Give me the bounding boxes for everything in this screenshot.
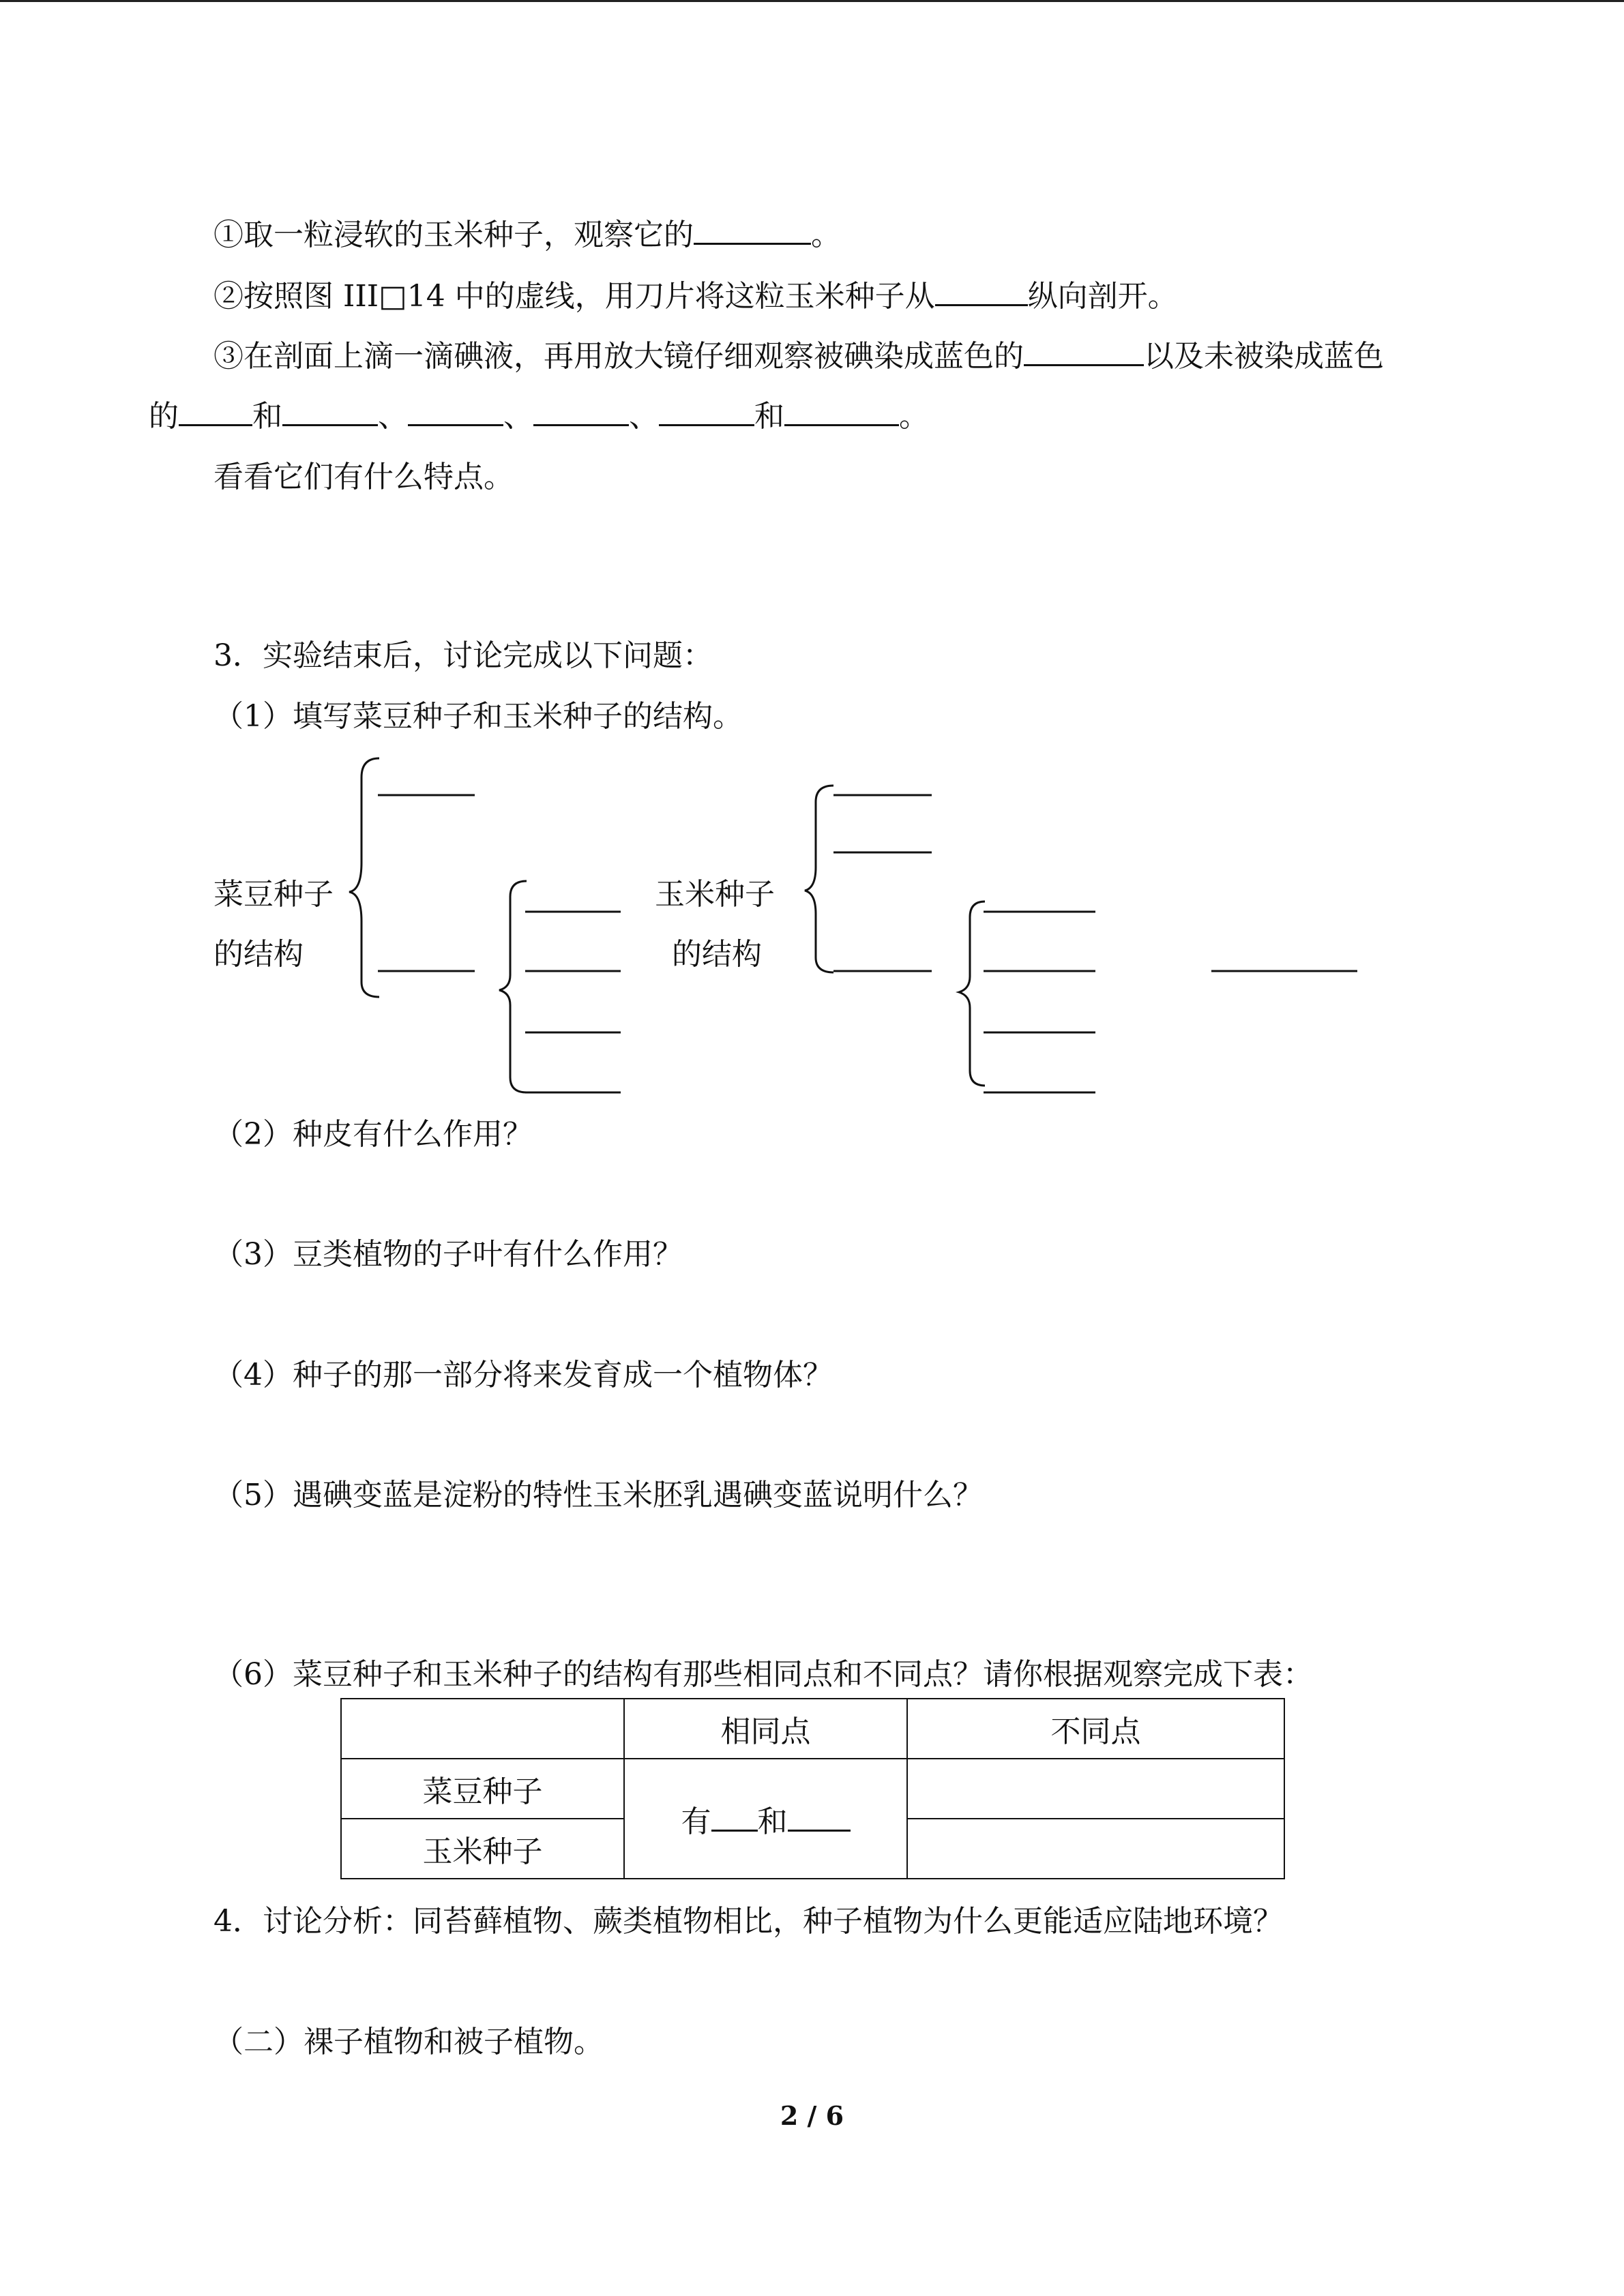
diff-cell-corn[interactable] — [907, 1819, 1284, 1879]
bean-brace — [349, 758, 379, 997]
table-header-blank — [341, 1699, 624, 1759]
question-2: （2）种皮有什么作用？ — [213, 1117, 533, 1152]
corn-sub-brace — [959, 901, 985, 1086]
bean-sub-brace — [499, 881, 527, 1092]
diff-cell-bean[interactable] — [907, 1759, 1284, 1819]
table-row — [341, 1759, 1284, 1819]
question-6: （6）菜豆种子和玉米种子的结构有那些相同点和不同点？请你根据观察完成下表： — [213, 1657, 1313, 1692]
bean-structure-label: 菜豆种子 — [213, 877, 334, 912]
corn-structure-label: 玉米种子 — [655, 877, 775, 912]
section-4: 4．讨论分析：同苔藓植物、蕨类植物相比，种子植物为什么更能适应陆地环境？ — [213, 1904, 1283, 1939]
question-4: （4）种子的那一部分将来发育成一个植物体？ — [213, 1358, 833, 1392]
step-2: ②按照图 III□14 中的虚线，用刀片将这粒玉米种子从 纵向剖开。 — [213, 279, 1178, 314]
question-3: （3）豆类植物的子叶有什么作用？ — [213, 1237, 683, 1272]
same-points-cell: 有 和 — [624, 1759, 907, 1879]
column-header-same: 相同点 — [624, 1699, 907, 1759]
step-1: ①取一粒浸软的玉米种子，观察它的 。 — [213, 218, 841, 252]
section-two-heading: （二）裸子植物和被子植物。 — [213, 2025, 604, 2059]
column-header-diff: 不同点 — [907, 1699, 1284, 1759]
table-row — [341, 1699, 1284, 1759]
row-label-bean: 菜豆种子 — [341, 1759, 624, 1819]
page-number: 2 / 6 — [780, 2100, 844, 2131]
row-label-corn: 玉米种子 — [341, 1819, 624, 1879]
comparison-table — [340, 1698, 1285, 1879]
corn-structure-label: 的结构 — [672, 937, 762, 972]
bean-structure-label: 的结构 — [213, 937, 304, 972]
question-1: （1）填写菜豆种子和玉米种子的结构。 — [213, 699, 743, 734]
step-4: 看看它们有什么特点。 — [213, 460, 514, 494]
blank-field[interactable] — [788, 1825, 851, 1832]
corn-brace — [805, 786, 833, 972]
blank-field[interactable] — [711, 1825, 758, 1832]
question-5: （5）遇碘变蓝是淀粉的特性玉米胚乳遇碘变蓝说明什么？ — [213, 1478, 983, 1512]
step-3-continued: 的 和 、 、 、 和 。 — [149, 399, 929, 434]
section-3-heading: 3．实验结束后，讨论完成以下问题： — [213, 638, 713, 673]
step-3: ③在剖面上滴一滴碘液，再用放大镜仔细观察被碘染成蓝色的 以及未被染成蓝色 — [213, 339, 1384, 374]
